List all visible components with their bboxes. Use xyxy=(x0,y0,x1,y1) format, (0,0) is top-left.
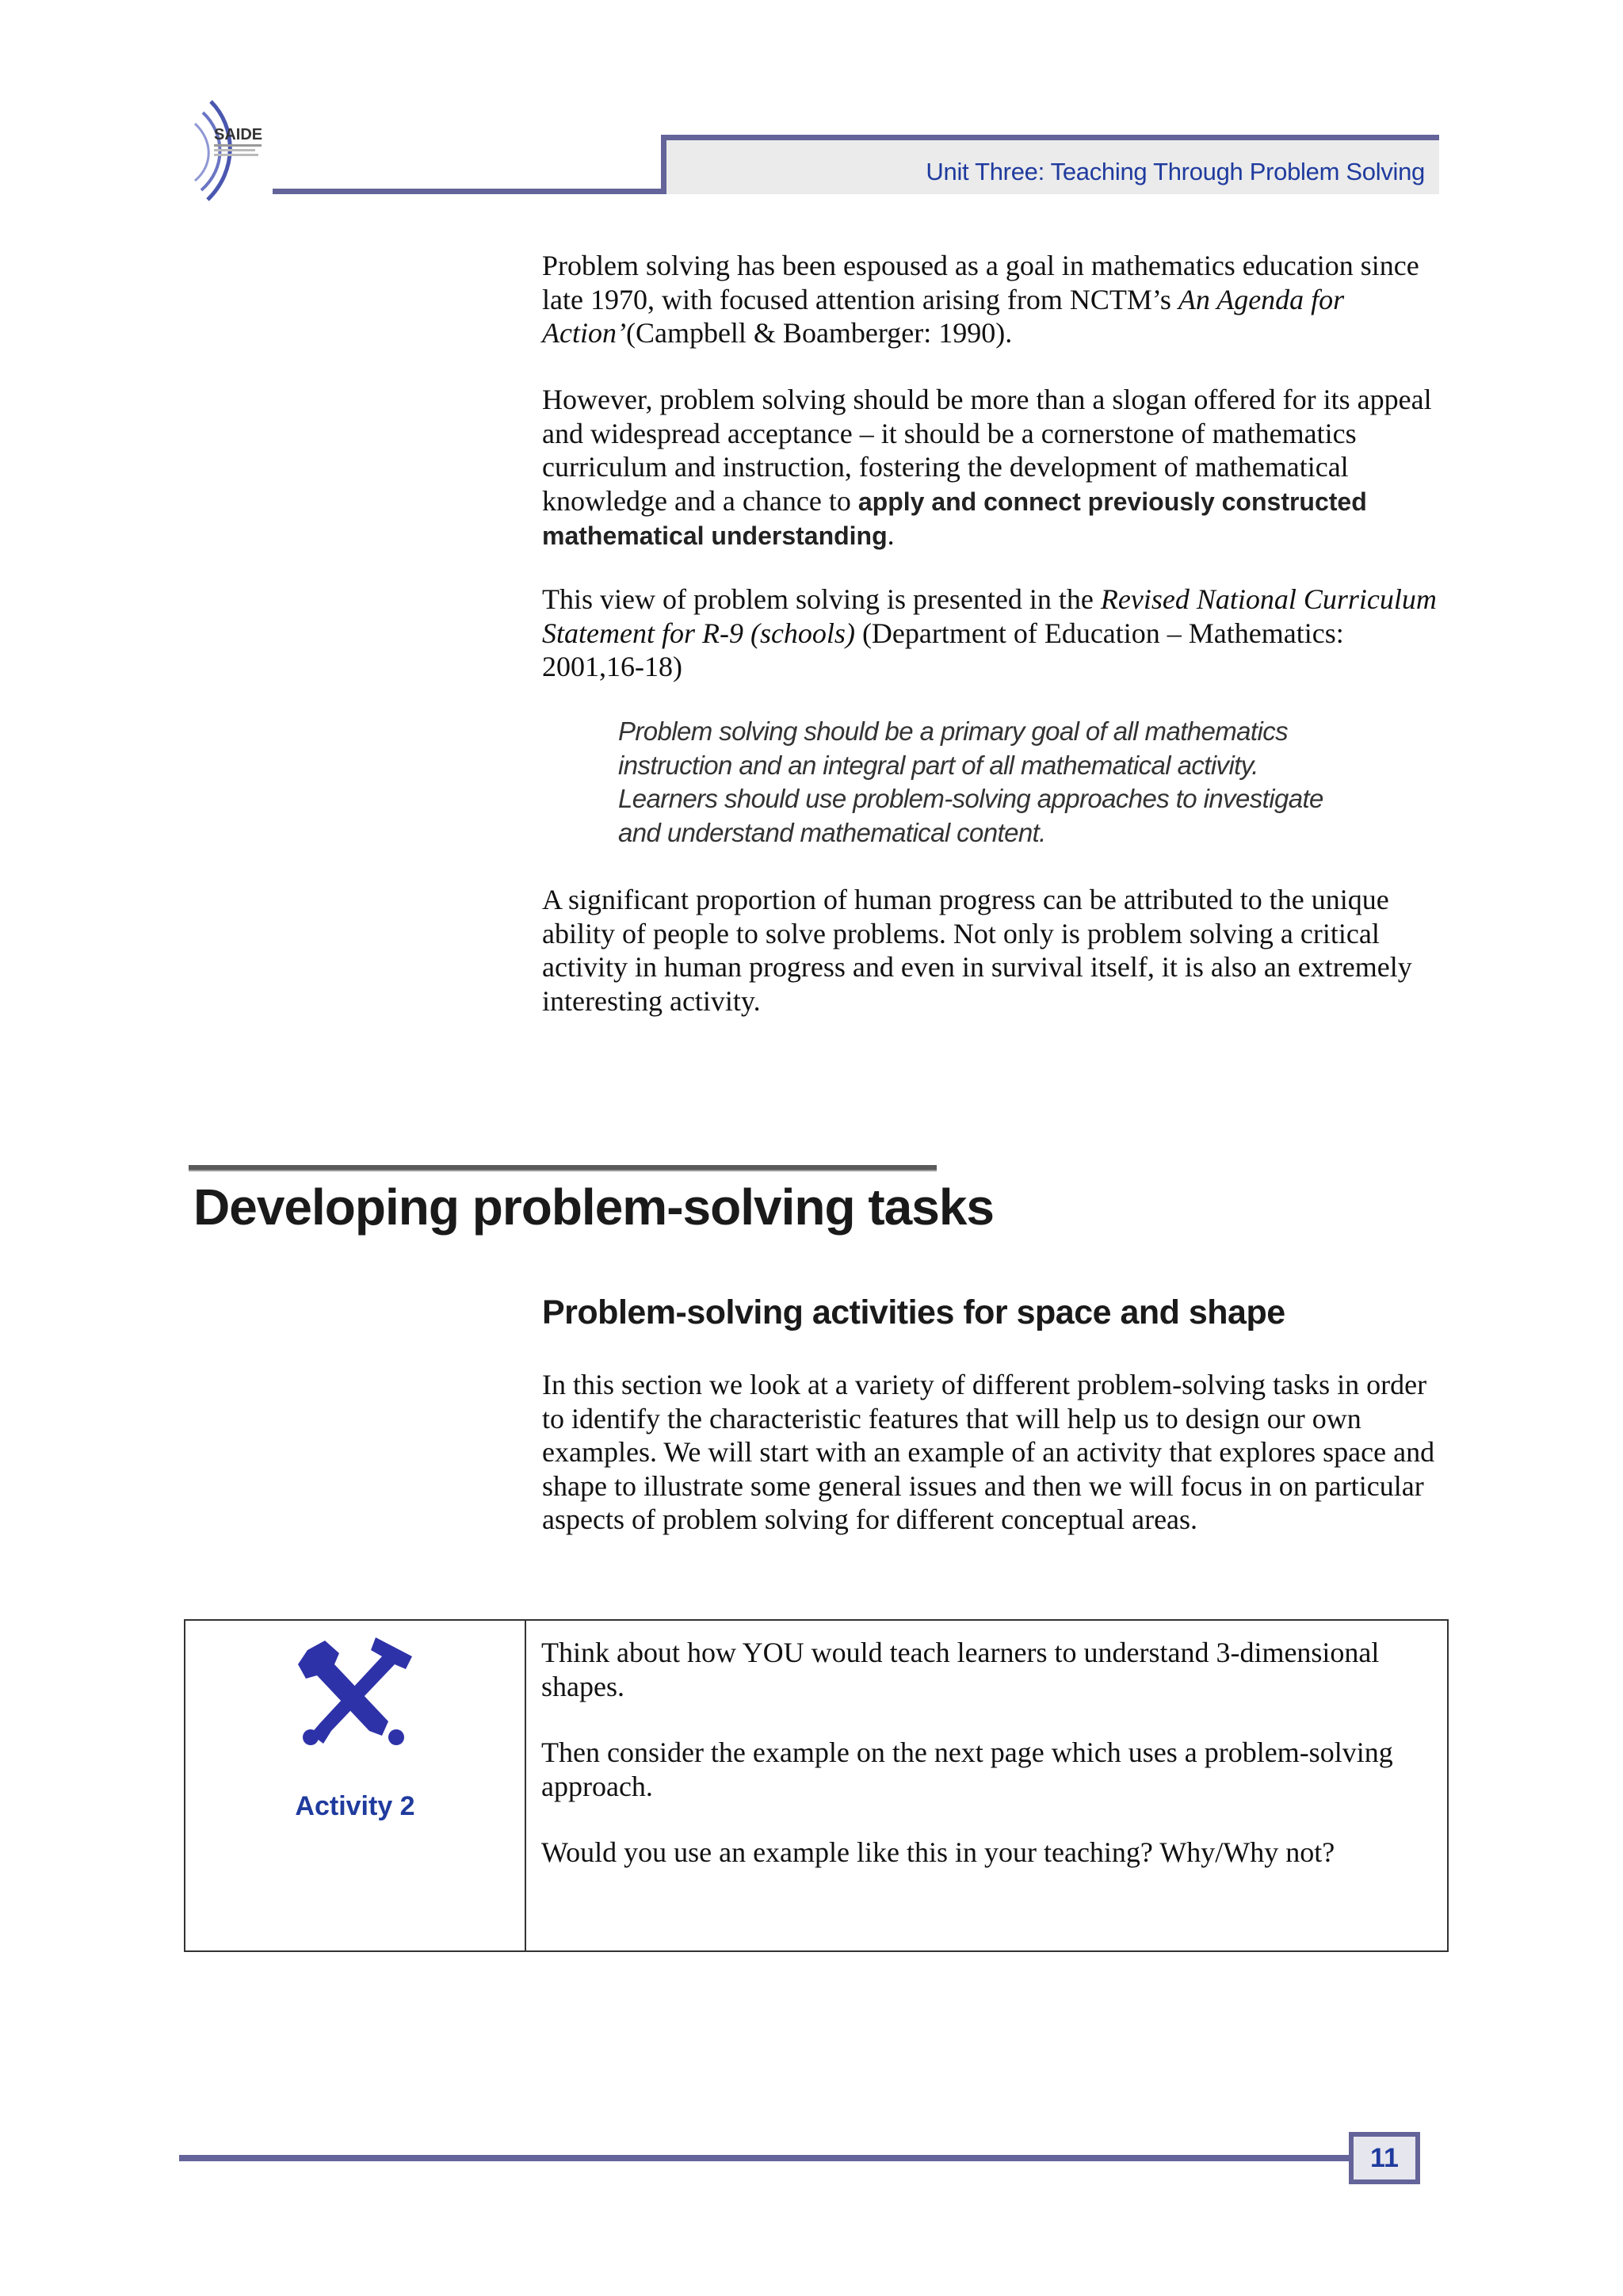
intro-paragraph-1: Problem solving has been espoused as a goal in mathematics education since late 1970, with focused attention arising from NCTM’s An Agenda for Action’(Campbell & Boamberger: 1990). xyxy=(542,250,1419,349)
section-body: In this section we look at a variety of different problem-solving tasks in order to identify the characteristic features that will help us to design our own examples. We will start with an example of an activity that explores space and shape to illustrate some general issues and then we will focus in on particular aspects of problem solving for different conceptual areas. xyxy=(542,1369,1435,1535)
activity-label: Activity 2 xyxy=(295,1791,415,1821)
activity-text-2: Then consider the example on the next page which uses a problem-solving approach. xyxy=(541,1736,1393,1802)
footer-rule xyxy=(179,2155,1352,2161)
header-banner xyxy=(661,135,1439,194)
header-rule xyxy=(273,189,666,194)
activity-divider xyxy=(525,1619,526,1952)
curriculum-quote xyxy=(618,715,1411,850)
activity-text-3: Would you use an example like this in your teaching? Why/Why not? xyxy=(541,1836,1335,1868)
intro-paragraph-2: However, problem solving should be more than a slogan offered for its appeal and widespread acceptance – it should be a cornerstone of mathematics curriculum and instruction, fostering the development of mathematical knowledge and a chance to apply and connect previously constructed mathematical understanding. xyxy=(542,384,1432,551)
activity-text-1: Think about how YOU would teach learners to understand 3-dimensional shapes. xyxy=(541,1637,1380,1702)
intro-paragraph-3: This view of problem solving is presented in the Revised National Curriculum Statement for R-9 (schools) (Department of Education – Mathematics: 2001,16-18) xyxy=(542,583,1437,682)
section-title: Developing problem-solving tasks xyxy=(193,1179,994,1236)
quote-line: instruction and an integral part of all mathematical activity. xyxy=(618,750,1258,780)
section-rule xyxy=(189,1165,937,1171)
tools-icon xyxy=(293,1633,420,1752)
page-number: 11 xyxy=(1349,2132,1420,2184)
subsection-title: Problem-solving activities for space and shape xyxy=(542,1293,1285,1331)
saide-logo xyxy=(181,95,276,206)
unit-title: Unit Three: Teaching Through Problem Solving xyxy=(926,158,1425,185)
logo-text: SAIDE xyxy=(214,126,263,143)
intro-paragraph-4: A significant proportion of human progress can be attributed to the unique ability of people to solve problems. Not only is problem solving a critical activity in human progress and even in survival itself, it is also an extremely interesting activity. xyxy=(542,884,1412,1017)
quote-line: Problem solving should be a primary goal of all mathematics xyxy=(618,716,1289,746)
quote-line: and understand mathematical content. xyxy=(618,817,1046,847)
quote-line: Learners should use problem-solving approaches to investigate xyxy=(618,784,1323,813)
